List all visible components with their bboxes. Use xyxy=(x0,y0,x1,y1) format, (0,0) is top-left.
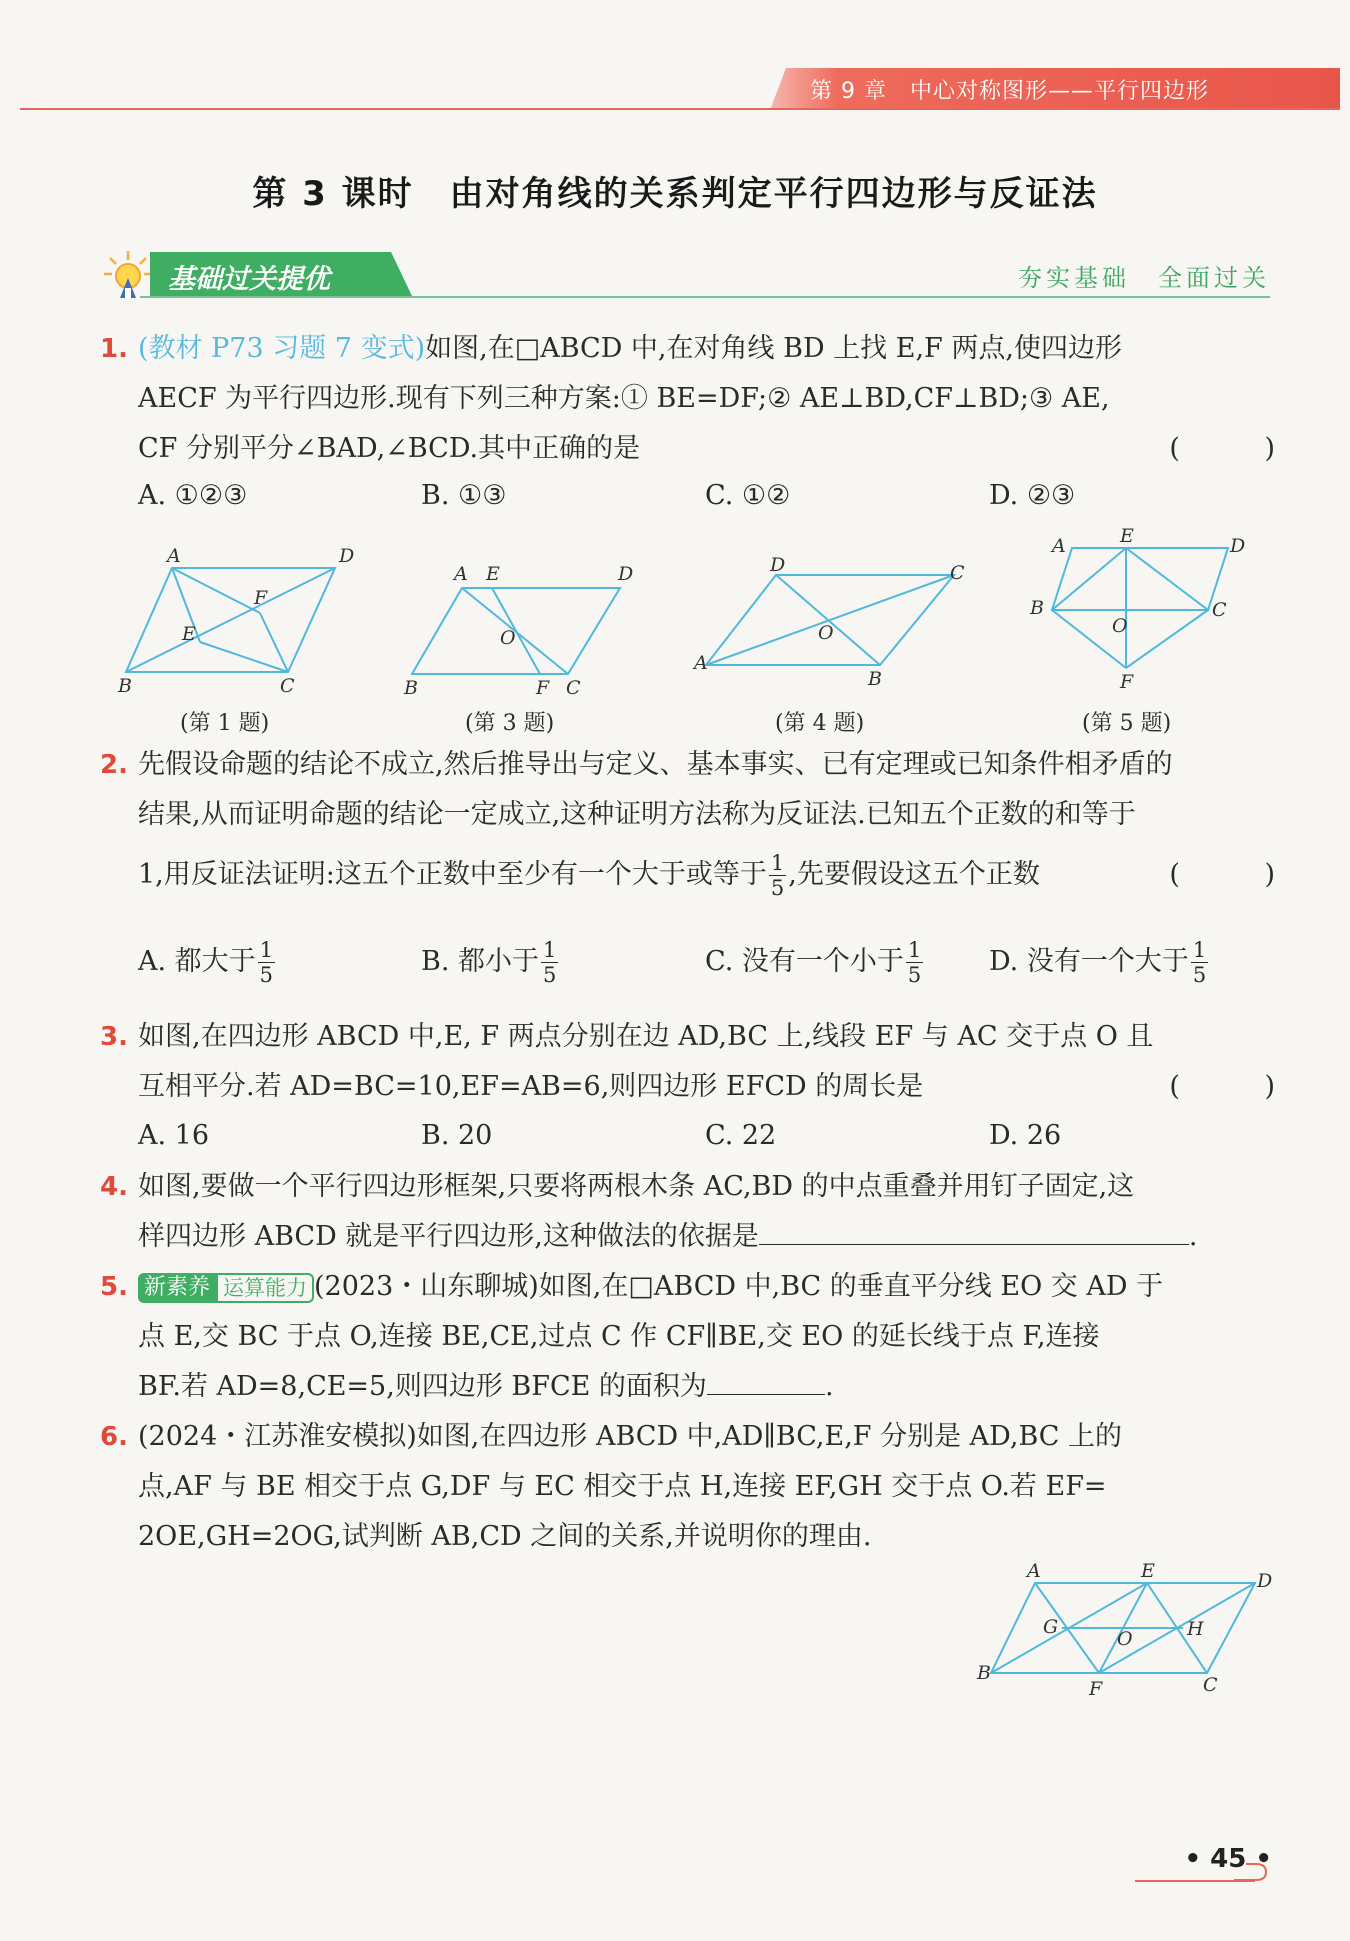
figure-caption: (第 1 题) xyxy=(180,711,270,736)
figure-caption: (第 4 题) xyxy=(775,711,865,736)
question-1 xyxy=(100,324,1313,474)
figure-caption: (第 3 题) xyxy=(465,711,555,736)
point-label: A xyxy=(454,563,468,585)
point-label: A xyxy=(167,545,181,567)
point-label: C xyxy=(1203,1674,1218,1696)
point-label: E xyxy=(486,563,500,585)
point-label: B xyxy=(1030,597,1044,619)
point-label: F xyxy=(1120,671,1134,693)
question-text: 结果,从而证明命题的结论一定成立,这种证明方法称为反证法.已知五个正数的和等于 xyxy=(138,799,1136,830)
q2-options xyxy=(138,938,1278,998)
point-label: C xyxy=(950,562,965,584)
question-number: 2. xyxy=(100,750,128,780)
question-text: 2OE,GH=2OG,试判断 AB,CD 之间的关系,并说明你的理由. xyxy=(138,1521,872,1552)
point-label: C xyxy=(566,677,581,699)
question-text: 如图,要做一个平行四边形框架,只要将两根木条 AC,BD 的中点重叠并用钉子固定,这 xyxy=(138,1171,1135,1202)
answer-parentheses: ( ) xyxy=(1169,859,1313,890)
point-label: F xyxy=(254,587,268,609)
point-label: A xyxy=(1027,1560,1041,1582)
point-label: O xyxy=(1117,1628,1133,1650)
curl-arrow-icon xyxy=(1232,1862,1268,1882)
point-label: F xyxy=(536,677,550,699)
question-text: ,先要假设这五个正数 xyxy=(788,859,1040,890)
figure-4 xyxy=(690,555,980,689)
figure-6 xyxy=(975,1560,1275,1719)
point-label: D xyxy=(1230,535,1246,557)
point-label: B xyxy=(118,675,132,697)
point-label: C xyxy=(1212,599,1227,621)
point-label: O xyxy=(500,627,516,649)
question-source: (教材 P73 习题 7 变式) xyxy=(138,333,426,364)
question-text: 1,用反证法证明:这五个正数中至少有一个大于或等于 xyxy=(138,859,767,890)
q3-options xyxy=(138,1116,1278,1156)
question-number: 4. xyxy=(100,1172,128,1202)
point-label: E xyxy=(1141,1560,1155,1582)
point-label: D xyxy=(339,545,355,567)
option-b: B. 都小于 $\frac{1}{5}$ xyxy=(421,938,557,987)
point-label: O xyxy=(818,622,834,644)
figure-3 xyxy=(400,560,640,699)
point-label: E xyxy=(1120,525,1134,547)
question-text: BF.若 AD=8,CE=5,则四边形 BFCE 的面积为 xyxy=(138,1371,707,1402)
figure-5 xyxy=(1020,525,1260,702)
question-6 xyxy=(100,1412,1275,1562)
q1-options xyxy=(138,476,1278,516)
option-d: D. 没有一个大于 $\frac{1}{5}$ xyxy=(989,938,1207,987)
question-2 xyxy=(100,740,1313,910)
question-text: 如图,在□ABCD 中,在对角线 BD 上找 E,F 两点,使四边形 xyxy=(425,333,1122,364)
question-5: 5. 新素养 运算能力 (2023・山东聊城)如图,在□ABCD 中,BC 的垂直平分线 EO 交 AD 于 点 E,交 BC 于点 O,连接 BE,CE,过点 C 作 CF∥BE,交 EO 的延长线于点 F,连接 BF.若 AD=8,CE=5,则四边形 BFCE 的面积为 . xyxy=(100,1262,1275,1412)
option-c: C. 没有一个小于 $\frac{1}{5}$ xyxy=(705,938,922,987)
figure-1 xyxy=(110,540,360,697)
point-label: G xyxy=(1043,1616,1059,1638)
option-c: C. 22 xyxy=(705,1120,777,1151)
question-3 xyxy=(100,1012,1313,1112)
point-label: H xyxy=(1187,1618,1204,1640)
section-divider xyxy=(140,296,1270,298)
section-title: 基础过关提优 xyxy=(168,264,330,295)
section-subtitle: 夯实基础 全面过关 xyxy=(1018,264,1270,292)
option-b: B. 20 xyxy=(421,1120,493,1151)
option-b: B. ①③ xyxy=(421,480,507,511)
option-a: A. 16 xyxy=(138,1120,210,1151)
point-label: D xyxy=(618,563,634,585)
header-divider xyxy=(20,108,1340,110)
answer-blank[interactable] xyxy=(707,1364,825,1395)
answer-blank[interactable] xyxy=(759,1214,1189,1245)
question-text: 样四边形 ABCD 就是平行四边形,这种做法的依据是 xyxy=(138,1221,759,1252)
question-text: 如图,在四边形 ABCD 中,E, F 两点分别在边 AD,BC 上,线段 EF 与 AC 交于点 O 且 xyxy=(138,1021,1154,1052)
question-text: (2023・山东聊城)如图,在□ABCD 中,BC 的垂直平分线 EO 交 AD 于 xyxy=(314,1271,1164,1302)
question-text: 先假设命题的结论不成立,然后推导出与定义、基本事实、已有定理或已知条件相矛盾的 xyxy=(138,749,1173,780)
point-label: A xyxy=(1052,535,1066,557)
fraction-one-fifth: $\frac{1}{5}$ xyxy=(770,851,785,900)
option-d: D. 26 xyxy=(989,1120,1062,1151)
point-label: B xyxy=(977,1662,991,1684)
page-number: • 45 • xyxy=(1184,1844,1272,1874)
point-label: C xyxy=(280,675,295,697)
question-text: 点 E,交 BC 于点 O,连接 BE,CE,过点 C 作 CF∥BE,交 EO 的延长线于点 F,连接 xyxy=(138,1321,1100,1352)
question-text: 点,AF 与 BE 相交于点 G,DF 与 EC 相交于点 H,连接 EF,GH 交于点 O.若 EF= xyxy=(138,1471,1107,1502)
question-text: 互相平分.若 AD=BC=10,EF=AB=6,则四边形 EFCD 的周长是 xyxy=(138,1071,924,1102)
option-c: C. ①② xyxy=(705,480,791,511)
point-label: A xyxy=(694,652,708,674)
question-text: AECF 为平行四边形.现有下列三种方案:① BE=DF;② AE⊥BD,CF⊥BD;③ AE, xyxy=(138,383,1110,414)
question-number: 1. xyxy=(100,334,128,364)
question-number: 6. xyxy=(100,1422,128,1452)
answer-parentheses: ( ) xyxy=(1169,1071,1313,1102)
question-number: 5. xyxy=(100,1272,128,1302)
option-d: D. ②③ xyxy=(989,480,1076,511)
option-a: A. 都大于 $\frac{1}{5}$ xyxy=(138,938,274,987)
point-label: D xyxy=(1257,1570,1273,1592)
point-label: E xyxy=(182,623,196,645)
lighthouse-icon xyxy=(100,248,156,302)
question-text: (2024・江苏淮安模拟)如图,在四边形 ABCD 中,AD∥BC,E,F 分别是 AD,BC 上的 xyxy=(138,1421,1123,1452)
point-label: F xyxy=(1089,1678,1103,1700)
question-text: CF 分别平分∠BAD,∠BCD.其中正确的是 xyxy=(138,433,641,464)
point-label: B xyxy=(868,668,882,690)
chapter-title: 第 9 章 中心对称图形——平行四边形 xyxy=(810,79,1209,104)
literacy-badge: 新素养 xyxy=(138,1273,216,1303)
answer-parentheses: ( ) xyxy=(1169,433,1313,464)
question-number: 3. xyxy=(100,1022,128,1052)
skill-badge: 运算能力 xyxy=(216,1273,314,1303)
lesson-title: 第 3 课时 由对角线的关系判定平行四边形与反证法 xyxy=(252,174,1098,214)
figure-caption: (第 5 题) xyxy=(1082,711,1172,736)
point-label: O xyxy=(1112,615,1128,637)
question-4: 4. 如图,要做一个平行四边形框架,只要将两根木条 AC,BD 的中点重叠并用钉子固定,这 样四边形 ABCD 就是平行四边形,这种做法的依据是 . xyxy=(100,1162,1275,1262)
point-label: D xyxy=(770,554,786,576)
option-a: A. ①②③ xyxy=(138,480,248,511)
point-label: B xyxy=(404,677,418,699)
